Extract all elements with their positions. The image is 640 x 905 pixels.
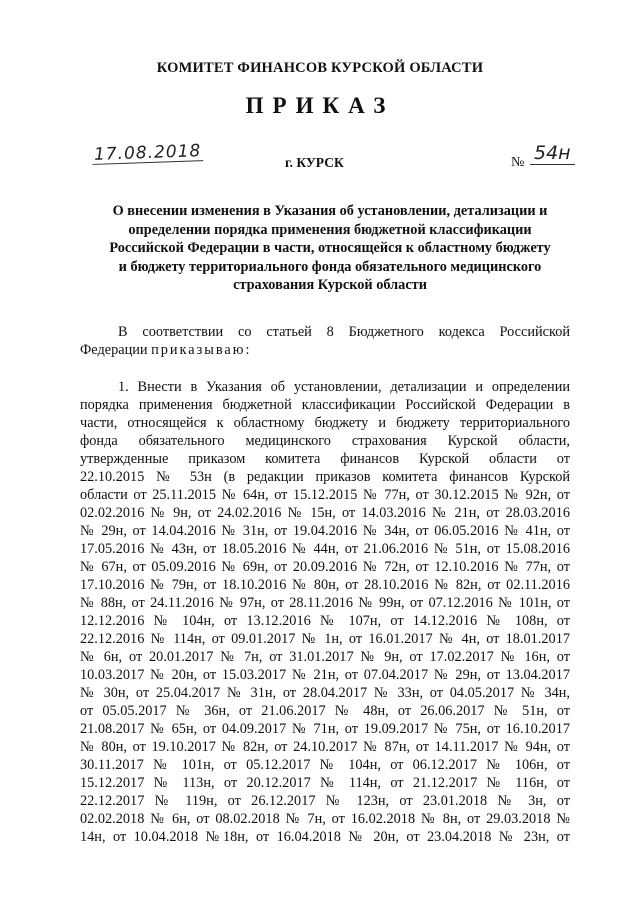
body-line: области от 25.11.2015 № 64н, от 15.12.2015 № 77н, от 30.12.2015 № 92н, от bbox=[80, 487, 570, 503]
body-line: 15.12.2017 № 113н, от 20.12.2017 № 114н, от 21.12.2017 № 116н, от bbox=[80, 775, 570, 791]
body-line: 17.10.2016 № 79н, от 18.10.2016 № 80н, от 28.10.2016 № 82н, от 02.11.2016 bbox=[80, 577, 570, 593]
body-line: № 88н, от 24.11.2016 № 97н, от 28.11.2016 № 99н, от 07.12.2016 № 101н, от bbox=[80, 595, 570, 611]
body-line: № 6н, от 20.01.2017 № 7н, от 31.01.2017 № 9н, от 17.02.2017 № 16н, от bbox=[80, 649, 570, 665]
body-line: № 30н, от 25.04.2017 № 31н, от 28.04.2017 № 33н, от 04.05.2017 № 34н, bbox=[80, 685, 570, 701]
city-name: г. КУРСК bbox=[285, 155, 344, 170]
body-line: 30.11.2017 № 101н, от 05.12.2017 № 104н, от 06.12.2017 № 106н, от bbox=[80, 757, 570, 773]
number-sign: № bbox=[511, 155, 525, 170]
body-line: № 80н, от 19.10.2017 № 82н, от 24.10.2017 № 87н, от 14.11.2017 № 94н, от bbox=[80, 739, 570, 755]
handwritten-number: 54н bbox=[530, 142, 575, 165]
body-line: порядка применения бюджетной классификации Российской Федерации в bbox=[80, 397, 570, 413]
intro-line bbox=[80, 341, 570, 359]
body-line: 22.10.2015 № 53н (в редакции приказов комитета финансов Курской bbox=[80, 469, 570, 485]
body-line: № 67н, от 05.09.2016 № 69н, от 20.09.2016 № 72н, от 12.10.2016 № 77н, от bbox=[80, 559, 570, 575]
title-line: и бюджету территориального фонда обязательного медицинского bbox=[118, 258, 542, 275]
body-line: 12.12.2016 № 104н, от 13.12.2016 № 107н, от 14.12.2016 № 108н, от bbox=[80, 613, 570, 629]
document-type: ПРИКАЗ bbox=[245, 93, 395, 118]
body-line: 1. Внести в Указания об установлении, детализации и определении bbox=[118, 379, 570, 395]
body-line: 17.05.2016 № 43н, от 18.05.2016 № 44н, от 21.06.2016 № 51н, от 15.08.2016 bbox=[80, 541, 570, 557]
body-line: 22.12.2016 № 114н, от 09.01.2017 № 1н, от 16.01.2017 № 4н, от 18.01.2017 bbox=[80, 631, 570, 647]
body-line: фонда обязательного медицинского страхования Курской области, bbox=[80, 433, 570, 449]
body-line: 02.02.2018 № 6н, от 08.02.2018 № 7н, от 16.02.2018 № 8н, от 29.03.2018 № bbox=[80, 811, 570, 827]
handwritten-date: 17.08.2018 bbox=[93, 141, 202, 165]
body-line: части, относящейся к областному бюджету и бюджету территориального bbox=[80, 415, 570, 431]
title-line: определении порядка применения бюджетной классификации bbox=[128, 221, 532, 238]
intro-line: В соответствии со статьей 8 Бюджетного кодекса Российской bbox=[118, 324, 570, 340]
organization-name: КОМИТЕТ ФИНАНСОВ КУРСКОЙ ОБЛАСТИ bbox=[156, 60, 484, 76]
body-line: 14н, от 10.04.2018 №18н, от 16.04.2018 № 20н, от 23.04.2018 № 23н, от bbox=[80, 829, 570, 845]
title-line: страхования Курской области bbox=[233, 277, 427, 293]
body-line: от 05.05.2017 № 36н, от 21.06.2017 № 48н, от 26.06.2017 № 51н, от bbox=[80, 703, 570, 719]
body-line: № 29н, от 14.04.2016 № 31н, от 19.04.2016 № 34н, от 06.05.2016 № 41н, от bbox=[80, 523, 570, 539]
intro-prefix: Федерации bbox=[80, 342, 152, 358]
title-line: О внесении изменения в Указания об установлении, детализации и bbox=[112, 203, 548, 219]
body-line: 10.03.2017 № 20н, от 15.03.2017 № 21н, от 07.04.2017 № 29н, от 13.04.2017 bbox=[80, 667, 570, 683]
order-title bbox=[70, 202, 590, 295]
body-line: утвержденные приказом комитета финансов Курской области от bbox=[80, 451, 570, 467]
body-line: 02.02.2016 № 9н, от 24.02.2016 № 15н, от 14.03.2016 № 21н, от 28.03.2016 bbox=[80, 505, 570, 521]
item-1-paragraph bbox=[80, 378, 570, 846]
body-line: 21.08.2017 № 65н, от 04.09.2017 № 71н, от 19.09.2017 № 75н, от 16.10.2017 bbox=[80, 721, 570, 737]
order-verb: приказываю: bbox=[151, 342, 252, 358]
intro-paragraph bbox=[80, 323, 570, 359]
body-line: 22.12.2017 № 119н, от 26.12.2017 № 123н, от 23.01.2018 № 3н, от bbox=[80, 793, 570, 809]
title-line: Российской Федерации в части, относящейся к областному бюджету bbox=[109, 240, 551, 256]
